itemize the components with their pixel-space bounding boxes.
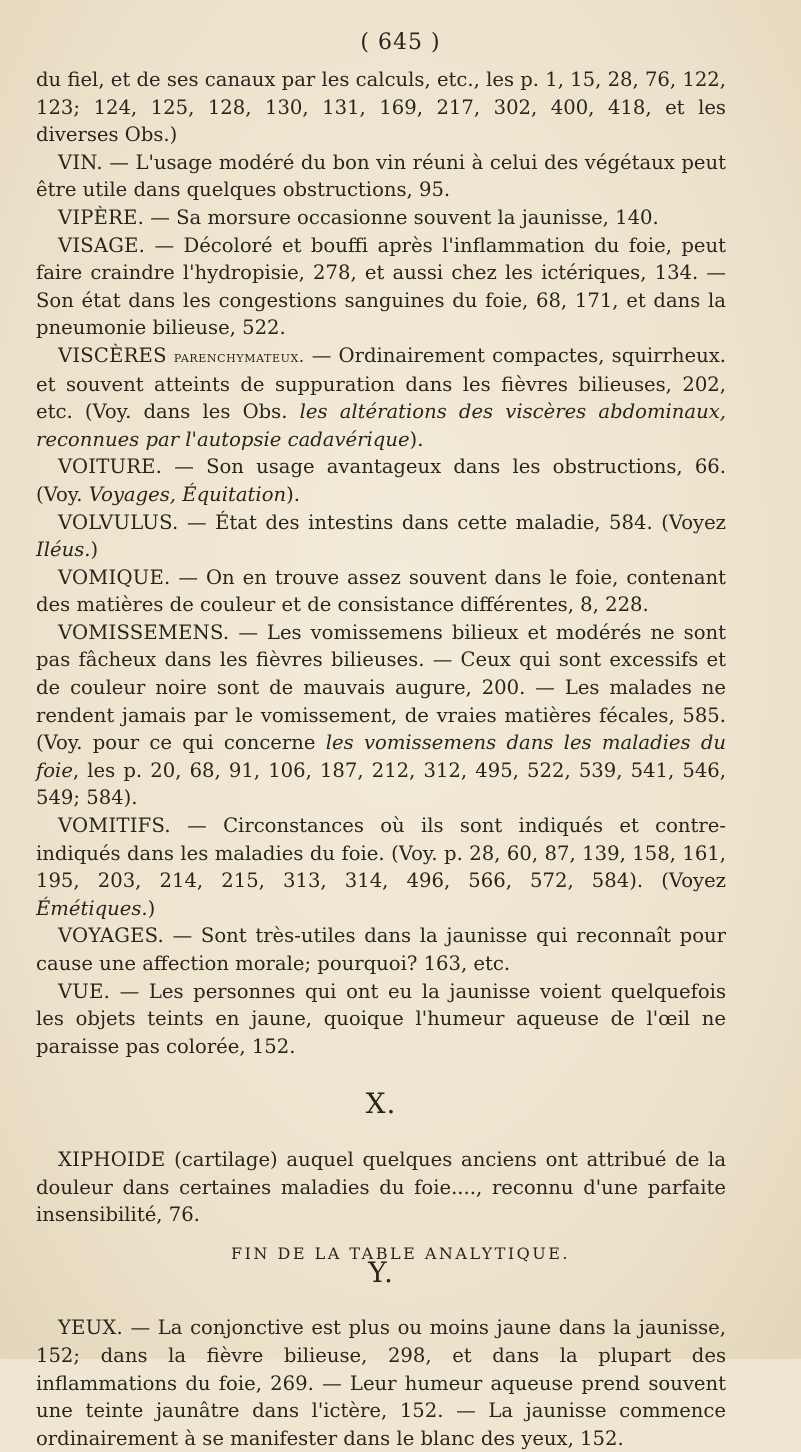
entry-text: — Sont très-utiles dans la jaunisse qui reconnaît pour cause une affection morale; pourquoi? 163, etc.	[36, 924, 726, 975]
entry-italic: les vomissemens dans les maladies du foie	[36, 731, 726, 782]
entry-tail: )	[147, 896, 156, 920]
entry-text: — Les vomissemens bilieux et modérés ne sont pas fâcheux dans les fièvres bilieuses. — Ceux qui sont excessifs et de couleur noire sont de mauvais augure, 200. — Les malades ne rendent jamais par le vomissement, de vraies matières fécales, 585. (Voy. pour ce qui concerne	[36, 620, 726, 755]
section-letter-x: X.	[365, 1087, 397, 1121]
entry-text: — Circonstances où ils sont indiqués et contre-indiqués dans les maladies du foie. (Voy. p. 28, 60, 87, 139, 158, 161, 195, 203, 214, 215, 313, 314, 496, 566, 572, 584). (Voyez	[36, 814, 727, 893]
headword-qualifier: parenchymateux.	[173, 346, 305, 366]
headword: VOITURE.	[58, 455, 163, 479]
entry-italic: les altérations des viscères abdominaux, reconnues par l'autopsie cadavérique	[36, 400, 726, 451]
entry-volvulus	[36, 509, 726, 564]
entry-text: (cartilage) auquel quelques anciens ont attribué de la douleur dans certaines maladies du foie...., reconnu d'une parfaite insensibilité, 76.	[36, 1147, 726, 1227]
entry-vomitifs	[36, 812, 726, 922]
entry-vipere	[36, 204, 726, 232]
entry-text: — La conjonctive est plus ou moins jaune dans la jaunisse, 152; dans la fièvre bilieuse, 298, et dans la plupart des inflammations du foie, 269. — Leur humeur aqueuse prend souvent une teinte jaunâtre dans l'ictère, 152. — La jaunisse commence ordinairement à se manifester dans le blanc des yeux, 152.	[36, 1316, 727, 1450]
entry-vin	[36, 149, 726, 204]
entry-text: — Décoloré et bouffi après l'inflammation du foie, peut faire craindre l'hydropisie, 278, et aussi chez les ictériques, 134. — Son état dans les congestions sanguines du foie, 68, 171, et dans la pneumonie bilieuse, 522.	[36, 233, 726, 340]
headword: VUE.	[58, 979, 110, 1003]
entry-visage	[36, 232, 726, 342]
entry-xiphoide	[36, 1146, 726, 1229]
headword: VISAGE.	[58, 233, 146, 257]
entry-text: — Ordinairement compactes, squirrheux. et souvent atteints de suppuration dans les fièvres bilieuses, 202, etc. (Voy. dans les Obs.	[36, 343, 726, 424]
page-number: ( 645 )	[360, 30, 441, 55]
entry-tail: )	[90, 538, 99, 562]
entry-vue	[36, 978, 726, 1061]
entry-text: — On en trouve assez souvent dans le foie, contenant des matières de couleur et de consistance différentes, 8, 228.	[36, 565, 726, 617]
end-of-table-footer: FIN DE LA TABLE ANALYTIQUE.	[231, 1244, 570, 1263]
entry-tail: ).	[286, 482, 300, 506]
entry-text: — Sa morsure occasionne souvent la jaunisse, 140.	[150, 205, 659, 229]
continued-line-2: 124, 125, 128, 130, 131, 169, 217, 302, 400, 418, et les diverses Obs.)	[36, 95, 726, 147]
entry-text: — Les personnes qui ont eu la jaunisse voient quelquefois les objets teints en jaune, quoique l'humeur aqueuse de l'œil ne paraisse pas colorée, 152.	[36, 979, 727, 1058]
entry-yeux	[36, 1314, 726, 1452]
entry-text: — Son usage avantageux dans les obstructions, 66. (Voy.	[36, 455, 727, 506]
entry-italic: Émétiques.	[36, 896, 148, 920]
entry-vomique	[36, 564, 726, 619]
entry-italic: Voyages, Équitation	[88, 482, 287, 506]
entry-visceres	[36, 342, 726, 453]
entry-text: — L'usage modéré du bon vin réuni à celui des végétaux peut être utile dans quelques obstructions, 95.	[36, 150, 726, 202]
headword: VOMITIFS.	[58, 814, 171, 838]
headword: VOLVULUS.	[58, 510, 179, 534]
headword: VOYAGES.	[58, 924, 164, 948]
entry-voyages	[36, 922, 726, 977]
entry-tail: , les p. 20, 68, 91, 106, 187, 212, 312, 495, 522, 539, 541, 546, 549; 584).	[36, 758, 726, 810]
headword: VISCÈRES	[58, 343, 167, 367]
entry-vomissemens	[36, 619, 726, 812]
entry-tail: ).	[409, 427, 424, 451]
headword: VOMISSEMENS.	[58, 620, 230, 644]
headword: YEUX.	[58, 1316, 123, 1340]
continued-entry	[36, 66, 726, 149]
section-letter-y: Y.	[368, 1255, 394, 1289]
continued-line-1: du fiel, et de ses canaux par les calculs, etc., les p. 1, 15, 28, 76, 122, 123;	[36, 68, 726, 119]
entry-text: — État des intestins dans cette maladie, 584. (Voyez	[186, 510, 726, 534]
headword: VOMIQUE.	[58, 565, 171, 589]
headword: VIPÈRE.	[58, 205, 145, 229]
headword: XIPHOIDE	[58, 1147, 166, 1171]
entry-italic: Iléus.	[36, 538, 91, 562]
entry-voiture	[36, 453, 726, 508]
headword: VIN.	[58, 150, 103, 174]
